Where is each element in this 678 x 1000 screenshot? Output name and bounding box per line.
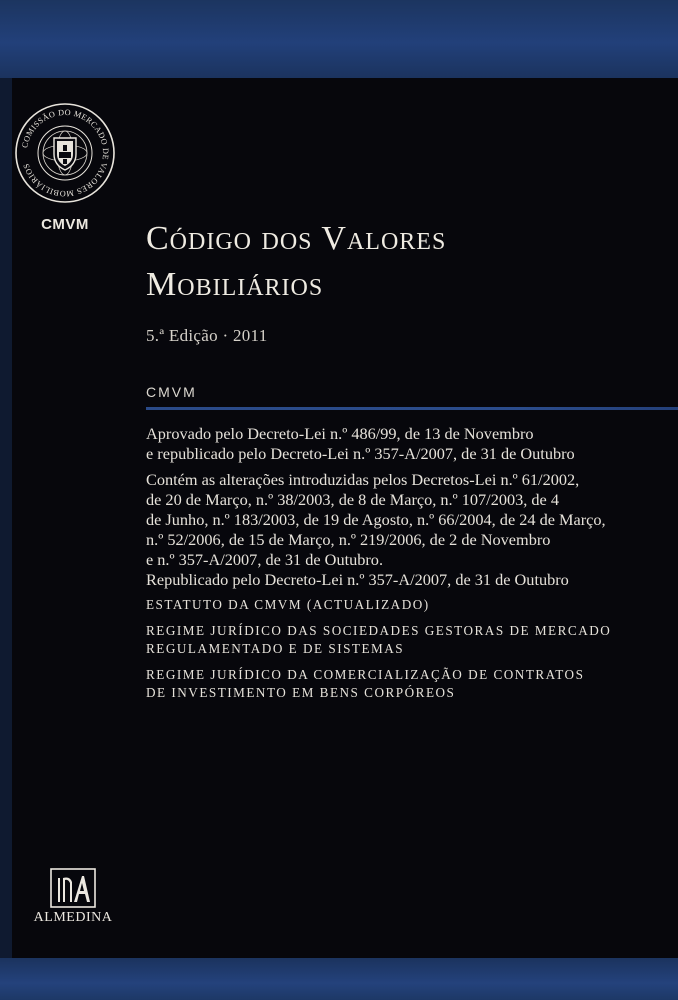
edition-label: 5.ª Edição · 2011 [146, 326, 268, 345]
amendment-line: de Junho, n.º 183/2003, de 19 de Agosto, n.º 66/2004, de 24 de Março, [146, 510, 606, 529]
almedina-logo-icon [50, 868, 96, 908]
annex-item [146, 622, 646, 658]
amendments-paragraph [146, 470, 646, 590]
annex-item [146, 596, 646, 614]
amendment-line: n.º 52/2006, de 15 de Março, n.º 219/2006, de 2 de Novembro [146, 530, 551, 549]
annex-line: DE INVESTIMENTO EM BENS CORPÓREOS [146, 685, 456, 700]
cover-description [146, 424, 646, 710]
seal-ring-text: COMISSÃO DO MERCADO DE VALORES MOBILIÁRIOS [20, 107, 111, 199]
annex-line: REGIME JURÍDICO DA COMERCIALIZAÇÃO DE CONTRATOS [146, 667, 585, 682]
bottom-blue-band [0, 958, 678, 1000]
amendment-line: e n.º 357-A/2007, de 31 de Outubro. [146, 550, 384, 569]
annex-line: REGIME JURÍDICO DAS SOCIEDADES GESTORAS DE MERCADO [146, 623, 612, 638]
approval-paragraph [146, 424, 646, 464]
approval-line: e republicado pelo Decreto-Lei n.º 357-A/2007, de 31 de Outubro [146, 444, 575, 463]
amendment-line: de 20 de Março, n.º 38/2003, de 8 de Março, n.º 107/2003, de 4 [146, 490, 559, 509]
annex-line: ESTATUTO DA CMVM (ACTUALIZADO) [146, 597, 430, 612]
book-title [146, 216, 646, 308]
amendment-line: Contém as alterações introduzidas pelos Decretos-Lei n.º 61/2002, [146, 470, 580, 489]
left-edge-strip [0, 78, 12, 958]
seal-label: CMVM [41, 216, 89, 233]
annex-item [146, 666, 646, 702]
title-line-1: Código dos Valores [146, 220, 447, 257]
title-line-2: Mobiliários [146, 266, 324, 303]
blue-divider [146, 407, 678, 410]
author-label: CMVM [146, 384, 197, 400]
top-blue-band [0, 0, 678, 78]
publisher-logo [28, 868, 118, 926]
cmvm-seal-icon [14, 102, 116, 204]
approval-line: Aprovado pelo Decreto-Lei n.º 486/99, de 13 de Novembro [146, 424, 534, 443]
amendment-line: Republicado pelo Decreto-Lei n.º 357-A/2007, de 31 de Outubro [146, 570, 569, 589]
annex-line: REGULAMENTADO E DE SISTEMAS [146, 641, 405, 656]
publisher-name: ALMEDINA [33, 910, 113, 925]
